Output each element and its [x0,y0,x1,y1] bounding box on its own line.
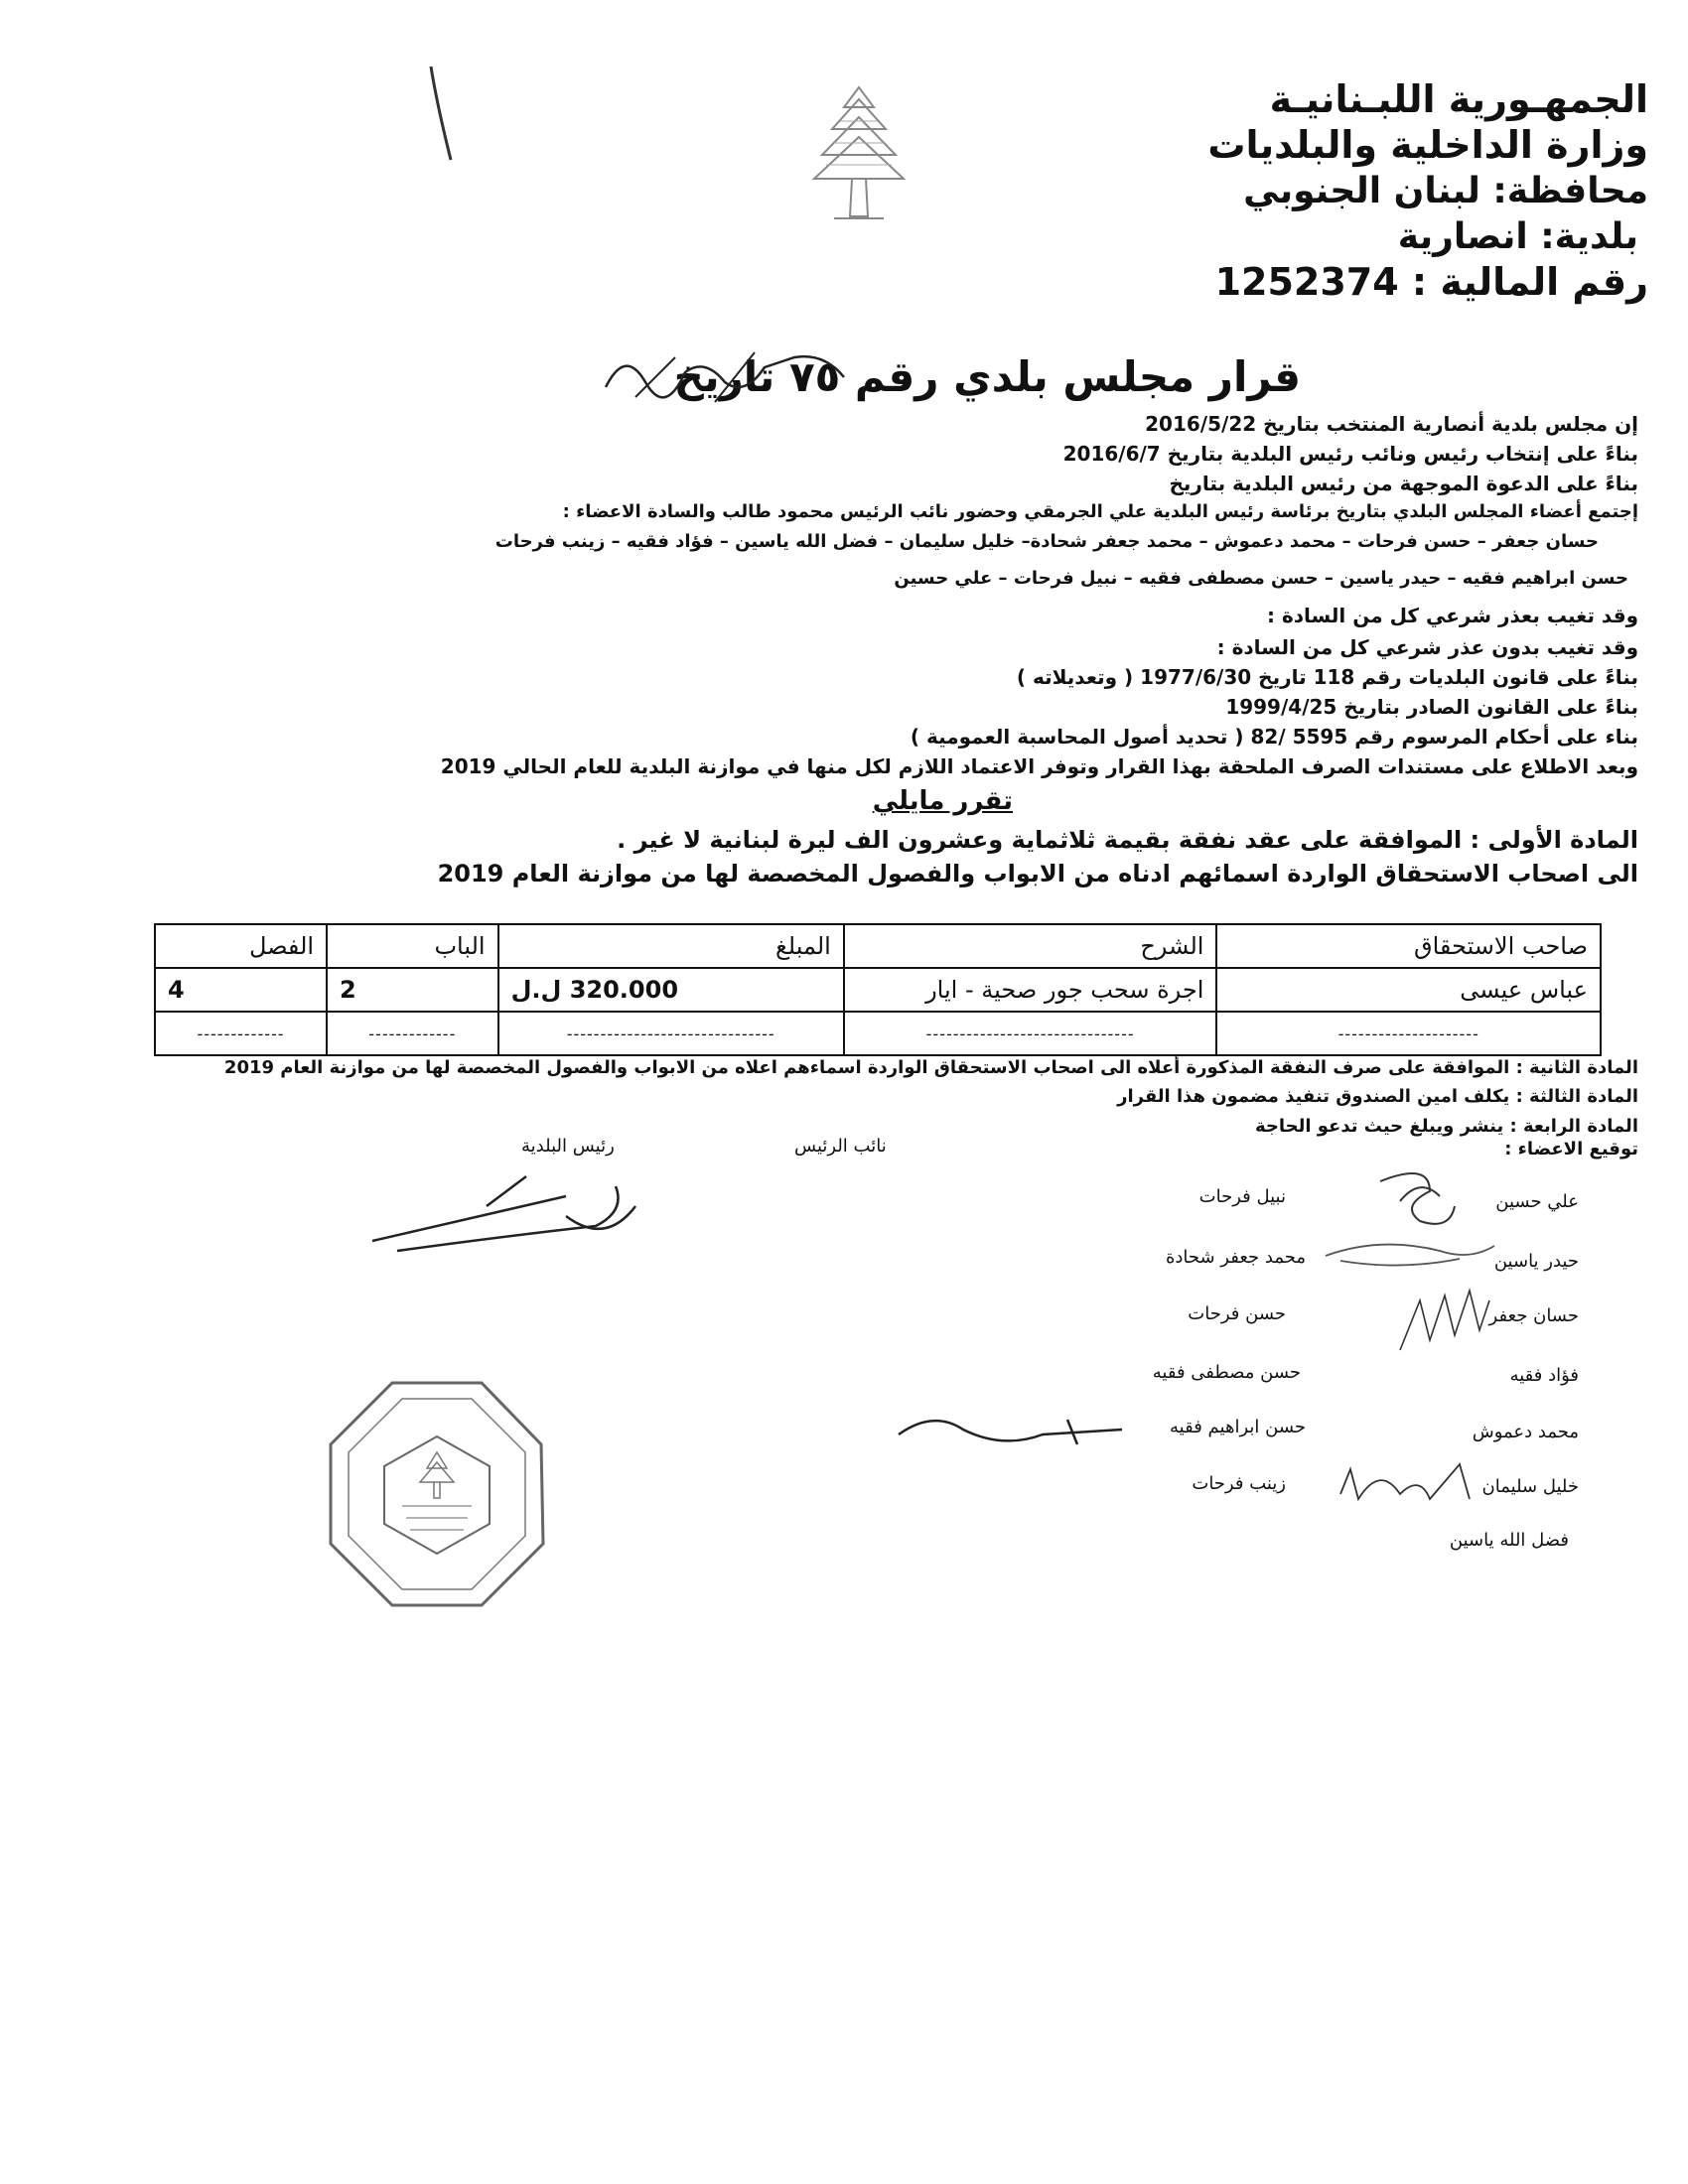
article-1-line-2: الى اصحاب الاستحقاق الواردة اسمائهم ادناه من الابواب والفصول المخصصة لها من موازنة العام 2019 [437,860,1638,887]
cell-section: 4 [155,968,327,1012]
header-governorate: محافظة: لبنان الجنوبي [1243,171,1648,211]
signature-khalil-suleiman [1331,1454,1479,1514]
cell-amount: ------------------------------- [498,1012,844,1055]
table-header-row [155,924,1601,968]
payment-table [154,923,1602,1056]
member-hassan-ibrahim-fakih: حسن ابراهيم فقيه [1170,1417,1306,1437]
cell-description: ------------------------------- [844,1012,1217,1055]
preamble-line-1: إن مجلس بلدية أنصارية المنتخب بتاريخ 2016/5/22 [1145,412,1638,436]
cell-chapter: ------------- [327,1012,498,1055]
article-3: المادة الثالثة : يكلف امين الصندوق تنفيذ مضمون هذا القرار [1117,1086,1638,1107]
table-row [155,968,1601,1012]
header-ministry: وزارة الداخلية والبلديات [1207,123,1648,167]
cell-chapter: 2 [327,968,498,1012]
deputy-label: نائب الرئيس [794,1136,887,1157]
cell-description: اجرة سحب جور صحية - ايار [844,968,1217,1012]
signature-hassan-jaafar [1395,1281,1494,1360]
member-mohammad-jaafar-shehadeh: محمد جعفر شحادة [1165,1247,1306,1268]
header-municipality: بلدية: انصارية [1397,216,1638,257]
member-hassan-mustafa-fakih: حسن مصطفى فقيه [1152,1362,1301,1383]
handwritten-stroke [427,65,457,164]
decision-heading: تقرر مايلي [872,786,1013,816]
column-header-amount: المبلغ [498,924,844,968]
column-header-section: الفصل [155,924,327,968]
preamble-line-3: بناءً على الدعوة الموجهة من رئيس البلدية بتاريخ [1169,472,1638,495]
cell-beneficiary: عباس عيسى [1216,968,1601,1012]
member-khalil-suleiman: خليل سليمان [1481,1476,1579,1497]
column-header-beneficiary: صاحب الاستحقاق [1216,924,1601,968]
header-finance-number: رقم المالية : 1252374 [1214,260,1648,304]
member-fadlallah-yassin: فضل الله ياسين [1449,1530,1569,1551]
member-hassan-farhat: حسن فرحات [1188,1303,1286,1324]
members-signature-title: توقيع الاعضاء : [1504,1139,1638,1160]
signature-hassan-ibrahim-fakih [894,1405,1152,1464]
article-1-line-1: المادة الأولى : الموافقة على عقد نفقة بقيمة ثلاثماية وعشرون الف ليرة لبنانية لا غير . [617,826,1638,854]
column-header-description: الشرح [844,924,1217,968]
article-4: المادة الرابعة : ينشر ويبلغ حيث تدعو الحاجة [1254,1116,1638,1137]
signature-ali-hussein [1360,1166,1470,1236]
cedar-emblem [804,77,914,226]
member-fouad-fakih: فؤاد فقيه [1509,1365,1579,1386]
preamble-line-2: بناءً على إنتخاب رئيس ونائب رئيس البلدية بتاريخ 2016/6/7 [1062,442,1638,466]
cell-section: ------------- [155,1012,327,1055]
preamble-line-4: إجتمع أعضاء المجلس البلدي بتاريخ برئاسة رئيس البلدية علي الجرمقي وحضور نائب الرئيس محمود طالب والسادة الاعضاء : [562,501,1638,522]
cell-beneficiary: --------------------- [1216,1012,1601,1055]
member-nabil-farhat: نبيل فرحات [1198,1186,1286,1207]
preamble-line-5: حسان جعفر – حسن فرحات – محمد دعموش – محمد جعفر شحادة– خليل سليمان – فضل الله ياسين – فؤاد فقيه – زينب فرحات [494,531,1599,552]
table-row [155,1012,1601,1055]
preamble-line-11: بناء على أحكام المرسوم رقم 5595 /82 ( تحديد أصول المحاسبة العمومية ) [910,725,1638,749]
member-zeinab-farhat: زينب فرحات [1192,1473,1286,1494]
preamble-line-12: وبعد الاطلاع على مستندات الصرف الملحقة بهذا القرار وتوفر الاعتماد اللازم لكل منها في موازنة البلدية للعام الحالي 2019 [440,754,1638,778]
article-2: المادة الثانية : الموافقة على صرف النفقة المذكورة أعلاه الى اصحاب الاستحقاق الواردة اسماءهم اعلاه من الابواب والفصول المخصصة لها من موازنة العام 2019 [223,1057,1638,1078]
preamble-line-7: وقد تغيب بعذر شرعي كل من السادة : [1267,604,1638,627]
mayor-signature [367,1166,665,1256]
preamble-line-8: وقد تغيب بدون عذر شرعي كل من السادة : [1216,635,1638,659]
preamble-line-9: بناءً على قانون البلديات رقم 118 تاريخ 1977/6/30 ( وتعديلاته ) [1016,665,1638,689]
mayor-label: رئيس البلدية [521,1136,615,1157]
page-title: قرار مجلس بلدي رقم ٧٥ تاريخ [673,352,1301,401]
preamble-line-10: بناءً على القانون الصادر بتاريخ 1999/4/25 [1225,695,1638,719]
preamble-line-6: حسن ابراهيم فقيه – حيدر ياسين – حسن مصطفى فقيه – نبيل فرحات – علي حسين [894,568,1628,589]
member-ali-hussein: علي حسين [1495,1191,1579,1212]
member-haidar-yassin: حيدر ياسين [1493,1251,1579,1272]
column-header-chapter: الباب [327,924,498,968]
member-hassan-jaafar: حسان جعفر [1488,1305,1579,1326]
header-republic: الجمهـورية اللبـنانيـة [1269,77,1648,121]
member-mohammad-damoush: محمد دعموش [1472,1422,1579,1442]
handwritten-date-signature [596,328,854,417]
cell-amount: 320.000 ل.ل [498,968,844,1012]
signature-haidar-yassin [1321,1231,1499,1281]
municipality-stamp [323,1375,551,1613]
